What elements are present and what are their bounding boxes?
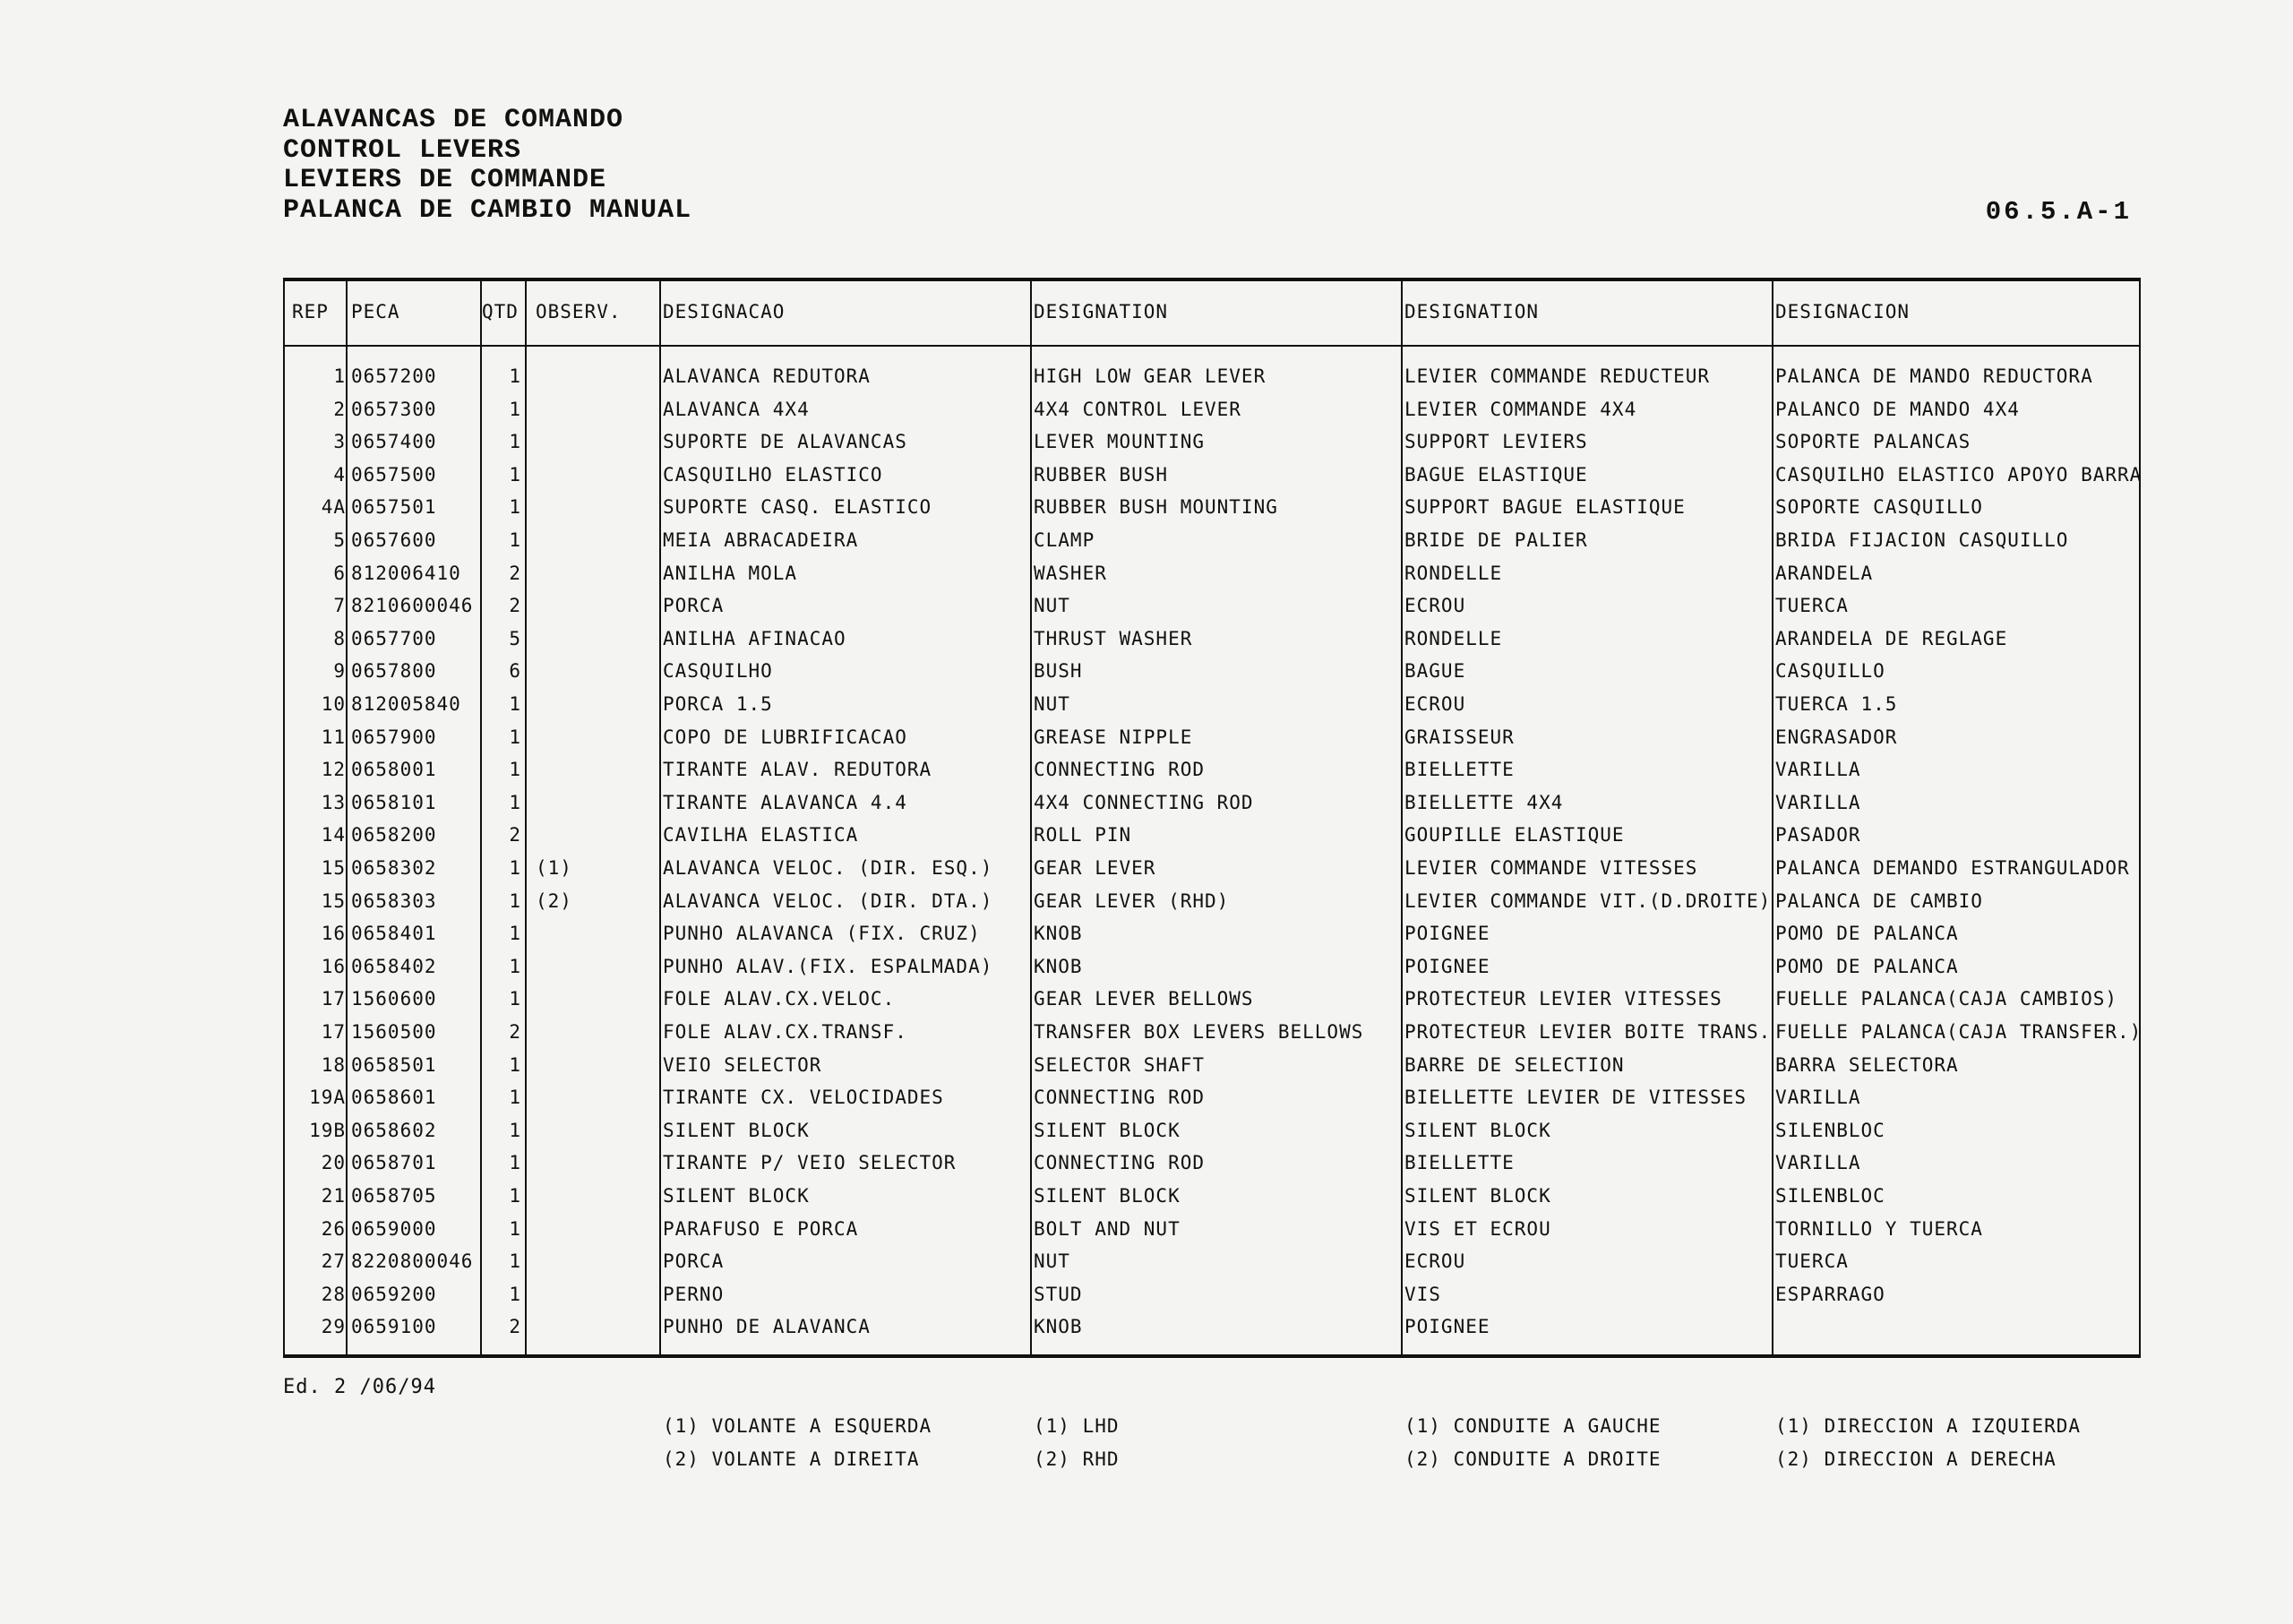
cell-designation-en: RUBBER BUSH <box>1034 463 1169 485</box>
cell-qtd: 1 <box>509 759 521 781</box>
cell-peca: 8220800046 <box>351 1250 474 1273</box>
cell-rep: 11 <box>321 726 346 748</box>
cell-designacion: VARILLA <box>1775 1152 1861 1174</box>
cell-qtd: 1 <box>509 1087 521 1109</box>
cell-designacion: PASADOR <box>1775 824 1861 846</box>
cell-qtd: 1 <box>509 988 521 1010</box>
cell-qtd: 1 <box>509 1152 521 1174</box>
header-peca: PECA <box>351 301 400 322</box>
table-row <box>285 721 2139 754</box>
cell-designacao: SILENT BLOCK <box>663 1185 810 1207</box>
cell-peca: 0658001 <box>351 759 437 781</box>
cell-designacao: PORCA 1.5 <box>663 693 773 715</box>
cell-designacao: PUNHO DE ALAVANCA <box>663 1316 871 1338</box>
cell-designation-en: 4X4 CONTROL LEVER <box>1034 398 1241 420</box>
cell-designacion: SOPORTE PALANCAS <box>1775 431 1971 453</box>
cell-qtd: 1 <box>509 496 521 519</box>
footnote: (2) VOLANTE A DIREITA <box>663 1448 920 1470</box>
cell-peca: 0657501 <box>351 496 437 519</box>
cell-qtd: 1 <box>509 1185 521 1207</box>
cell-peca: 0657300 <box>351 398 437 420</box>
cell-designation-fr: RONDELLE <box>1404 562 1503 584</box>
cell-peca: 8210600046 <box>351 595 474 617</box>
cell-designation-en: WASHER <box>1034 562 1107 584</box>
cell-designacion: CASQUILLO <box>1775 660 1885 683</box>
cell-qtd: 1 <box>509 693 521 715</box>
cell-designacion: TUERCA 1.5 <box>1775 693 1898 715</box>
table-row <box>285 623 2139 656</box>
cell-peca: 0658705 <box>351 1185 437 1207</box>
cell-designacion: BRIDA FIJACION CASQUILLO <box>1775 529 2069 551</box>
cell-rep: 14 <box>321 824 346 846</box>
footnote: (1) LHD <box>1034 1415 1120 1437</box>
cell-designation-en: SELECTOR SHAFT <box>1034 1053 1206 1076</box>
cell-rep: 9 <box>333 660 346 683</box>
cell-peca: 0658602 <box>351 1119 437 1141</box>
table-row <box>285 425 2139 459</box>
cell-qtd: 1 <box>509 398 521 420</box>
cell-designacao: MEIA ABRACADEIRA <box>663 529 859 551</box>
cell-designacao: PUNHO ALAVANCA (FIX. CRUZ) <box>663 923 981 945</box>
cell-rep: 16 <box>321 923 346 945</box>
cell-designation-fr: BAGUE ELASTIQUE <box>1404 463 1588 485</box>
table-row <box>285 524 2139 557</box>
cell-designation-fr: BRIDE DE PALIER <box>1404 529 1588 551</box>
cell-qtd: 1 <box>509 955 521 977</box>
cell-peca: 0658701 <box>351 1152 437 1174</box>
cell-qtd: 2 <box>509 562 521 584</box>
page-reference: 06.5.A-1 <box>1985 197 2132 227</box>
cell-designacion: PALANCO DE MANDO 4X4 <box>1775 398 2020 420</box>
cell-peca: 0657900 <box>351 726 437 748</box>
cell-rep: 4 <box>333 463 346 485</box>
cell-rep: 6 <box>333 562 346 584</box>
cell-qtd: 1 <box>509 431 521 453</box>
cell-qtd: 2 <box>509 1316 521 1338</box>
cell-designacion: ESPARRAGO <box>1775 1283 1885 1305</box>
cell-designation-fr: BIELLETTE LEVIER DE VITESSES <box>1404 1087 1748 1109</box>
cell-qtd: 1 <box>509 889 521 912</box>
cell-designation-en: CONNECTING ROD <box>1034 759 1206 781</box>
cell-designacion: PALANCA DEMANDO ESTRANGULADOR <box>1775 857 2130 879</box>
cell-designacion: SOPORTE CASQUILLO <box>1775 496 1983 519</box>
table-row <box>285 950 2139 984</box>
edition-date: Ed. 2 /06/94 <box>283 1376 436 1398</box>
cell-rep: 28 <box>321 1283 346 1305</box>
cell-designation-fr: LEVIER COMMANDE VIT.(D.DROITE) <box>1404 889 1772 912</box>
footnotes-en <box>1034 1410 1120 1476</box>
cell-rep: 26 <box>321 1217 346 1240</box>
cell-designacao: ALAVANCA VELOC. (DIR. ESQ.) <box>663 857 993 879</box>
cell-designation-en: NUT <box>1034 595 1070 617</box>
cell-qtd: 2 <box>509 595 521 617</box>
cell-designacao: ALAVANCA REDUTORA <box>663 365 871 387</box>
table-row <box>285 655 2139 688</box>
title-es: PALANCA DE CAMBIO MANUAL <box>283 194 692 226</box>
cell-designacao: TIRANTE P/ VEIO SELECTOR <box>663 1152 957 1174</box>
cell-designacion: POMO DE PALANCA <box>1775 923 1959 945</box>
header-rep: REP <box>292 301 329 322</box>
cell-rep: 13 <box>321 791 346 813</box>
cell-rep: 12 <box>321 759 346 781</box>
cell-designation-fr: POIGNEE <box>1404 923 1490 945</box>
cell-designation-en: NUT <box>1034 693 1070 715</box>
footnote: (2) DIRECCION A DERECHA <box>1775 1448 2057 1470</box>
cell-designation-en: GEAR LEVER <box>1034 857 1156 879</box>
cell-designacao: ALAVANCA VELOC. (DIR. DTA.) <box>663 889 993 912</box>
cell-rep: 29 <box>321 1316 346 1338</box>
cell-designation-fr: VIS ET ECROU <box>1404 1217 1551 1240</box>
cell-rep: 19B <box>309 1119 346 1141</box>
cell-designacion: ENGRASADOR <box>1775 726 1898 748</box>
cell-designation-fr: BIELLETTE <box>1404 759 1515 781</box>
cell-rep: 4A <box>321 496 346 519</box>
cell-designacion: CASQUILHO ELASTICO APOYO BARRA <box>1775 463 2143 485</box>
title-pt: ALAVANCAS DE COMANDO <box>283 105 624 135</box>
cell-designacion: FUELLE PALANCA(CAJA CAMBIOS) <box>1775 988 2118 1010</box>
cell-designacao: CASQUILHO <box>663 660 773 683</box>
cell-rep: 7 <box>333 595 346 617</box>
cell-designation-fr: SUPPORT BAGUE ELASTIQUE <box>1404 496 1686 519</box>
cell-designation-en: KNOB <box>1034 923 1083 945</box>
table-row <box>285 753 2139 786</box>
header-designacao: DESIGNACAO <box>663 301 786 322</box>
cell-peca: 0658401 <box>351 923 437 945</box>
cell-designation-fr: VIS <box>1404 1283 1441 1305</box>
cell-designation-fr: SILENT BLOCK <box>1404 1185 1551 1207</box>
cell-rep: 19A <box>309 1087 346 1109</box>
cell-designation-en: CONNECTING ROD <box>1034 1087 1206 1109</box>
table-row <box>285 786 2139 820</box>
cell-designation-en: THRUST WASHER <box>1034 627 1193 649</box>
cell-peca: 0658101 <box>351 791 437 813</box>
cell-designacion: TUERCA <box>1775 1250 1849 1273</box>
cell-qtd: 1 <box>509 857 521 879</box>
cell-designacion: PALANCA DE CAMBIO <box>1775 889 1983 912</box>
table-row <box>285 917 2139 950</box>
table-row <box>285 589 2139 623</box>
cell-designation-en: SILENT BLOCK <box>1034 1119 1181 1141</box>
cell-designation-en: GEAR LEVER (RHD) <box>1034 889 1230 912</box>
footnote: (1) VOLANTE A ESQUERDA <box>663 1415 932 1437</box>
cell-peca: 0658303 <box>351 889 437 912</box>
cell-designacion: VARILLA <box>1775 759 1861 781</box>
cell-rep: 17 <box>321 988 346 1010</box>
cell-rep: 17 <box>321 1021 346 1043</box>
footnote: (2) CONDUITE A DROITE <box>1404 1448 1662 1470</box>
cell-designacion: VARILLA <box>1775 1087 1861 1109</box>
cell-designation-fr: BIELLETTE 4X4 <box>1404 791 1564 813</box>
cell-qtd: 1 <box>509 529 521 551</box>
cell-qtd: 1 <box>509 1119 521 1141</box>
cell-designacao: ANILHA MOLA <box>663 562 798 584</box>
cell-designation-en: 4X4 CONNECTING ROD <box>1034 791 1254 813</box>
cell-designation-fr: GRAISSEUR <box>1404 726 1515 748</box>
cell-peca: 0657400 <box>351 431 437 453</box>
cell-rep: 1 <box>333 365 346 387</box>
cell-rep: 15 <box>321 889 346 912</box>
cell-qtd: 1 <box>509 1283 521 1305</box>
cell-designacao: SUPORTE CASQ. ELASTICO <box>663 496 932 519</box>
cell-designation-en: GREASE NIPPLE <box>1034 726 1193 748</box>
header-designation-fr: DESIGNATION <box>1404 301 1540 322</box>
table-row <box>285 1278 2139 1311</box>
cell-designation-fr: LEVIER COMMANDE VITESSES <box>1404 857 1698 879</box>
cell-designation-en: BUSH <box>1034 660 1083 683</box>
cell-designation-fr: PROTECTEUR LEVIER VITESSES <box>1404 988 1722 1010</box>
cell-rep: 20 <box>321 1152 346 1174</box>
cell-peca: 0657700 <box>351 627 437 649</box>
cell-designacao: PARAFUSO E PORCA <box>663 1217 859 1240</box>
cell-peca: 0658601 <box>351 1087 437 1109</box>
cell-observ: (1) <box>536 857 572 879</box>
footnotes-pt <box>663 1410 932 1476</box>
cell-designation-fr: GOUPILLE ELASTIQUE <box>1404 824 1625 846</box>
table-row <box>285 1180 2139 1213</box>
cell-designation-en: HIGH LOW GEAR LEVER <box>1034 365 1267 387</box>
table-row <box>285 1114 2139 1147</box>
cell-designation-fr: POIGNEE <box>1404 955 1490 977</box>
cell-rep: 5 <box>333 529 346 551</box>
footnote: (2) RHD <box>1034 1448 1120 1470</box>
footnotes-fr <box>1404 1410 1662 1476</box>
cell-designation-en: CLAMP <box>1034 529 1095 551</box>
cell-designation-en: LEVER MOUNTING <box>1034 431 1206 453</box>
cell-designation-en: ROLL PIN <box>1034 824 1132 846</box>
cell-peca: 0658302 <box>351 857 437 879</box>
cell-peca: 812005840 <box>351 693 461 715</box>
cell-designacao: TIRANTE ALAVANCA 4.4 <box>663 791 907 813</box>
cell-rep: 8 <box>333 627 346 649</box>
cell-designacao: SILENT BLOCK <box>663 1119 810 1141</box>
cell-designation-en: KNOB <box>1034 955 1083 977</box>
cell-designation-fr: SUPPORT LEVIERS <box>1404 431 1588 453</box>
cell-designacao: PORCA <box>663 1250 725 1273</box>
cell-designacao: PERNO <box>663 1283 725 1305</box>
cell-designation-fr: PROTECTEUR LEVIER BOITE TRANS. <box>1404 1021 1772 1043</box>
cell-designation-fr: POIGNEE <box>1404 1316 1490 1338</box>
table-row <box>285 1245 2139 1278</box>
cell-designacao: FOLE ALAV.CX.VELOC. <box>663 988 896 1010</box>
cell-qtd: 1 <box>509 1053 521 1076</box>
cell-designation-fr: RONDELLE <box>1404 627 1503 649</box>
table-row <box>285 491 2139 524</box>
table-row <box>285 360 2139 393</box>
cell-peca: 0659000 <box>351 1217 437 1240</box>
cell-designacion: SILENBLOC <box>1775 1185 1885 1207</box>
cell-designacion: TUERCA <box>1775 595 1849 617</box>
cell-designation-en: TRANSFER BOX LEVERS BELLOWS <box>1034 1021 1364 1043</box>
table-row <box>285 1049 2139 1082</box>
cell-designacao: SUPORTE DE ALAVANCAS <box>663 431 907 453</box>
cell-designacion: ARANDELA <box>1775 562 1874 584</box>
table-row <box>285 852 2139 885</box>
table-row <box>285 983 2139 1016</box>
cell-qtd: 1 <box>509 463 521 485</box>
cell-designacao: COPO DE LUBRIFICACAO <box>663 726 907 748</box>
cell-designacion: ARANDELA DE REGLAGE <box>1775 627 2008 649</box>
cell-qtd: 1 <box>509 791 521 813</box>
title-en: CONTROL LEVERS <box>283 134 522 166</box>
cell-designation-en: NUT <box>1034 1250 1070 1273</box>
cell-designacion: VARILLA <box>1775 791 1861 813</box>
table-row <box>285 1081 2139 1114</box>
table-row <box>285 688 2139 721</box>
cell-qtd: 1 <box>509 923 521 945</box>
cell-peca: 0659200 <box>351 1283 437 1305</box>
cell-peca: 1560600 <box>351 988 437 1010</box>
cell-designation-fr: BARRE DE SELECTION <box>1404 1053 1625 1076</box>
cell-designacion: PALANCA DE MANDO REDUCTORA <box>1775 365 2093 387</box>
cell-designation-en: CONNECTING ROD <box>1034 1152 1206 1174</box>
header-designation-en: DESIGNATION <box>1034 301 1169 322</box>
footnote: (1) CONDUITE A GAUCHE <box>1404 1415 1662 1437</box>
cell-designacion: SILENBLOC <box>1775 1119 1885 1141</box>
table-row <box>285 885 2139 918</box>
cell-qtd: 1 <box>509 365 521 387</box>
cell-qtd: 1 <box>509 1217 521 1240</box>
cell-designation-en: BOLT AND NUT <box>1034 1217 1181 1240</box>
cell-designacao: ANILHA AFINACAO <box>663 627 846 649</box>
footnote: (1) DIRECCION A IZQUIERDA <box>1775 1415 2082 1437</box>
table-row <box>285 819 2139 852</box>
cell-designacao: ALAVANCA 4X4 <box>663 398 810 420</box>
cell-designation-fr: ECROU <box>1404 1250 1466 1273</box>
cell-rep: 18 <box>321 1053 346 1076</box>
parts-table <box>283 278 2141 1358</box>
cell-qtd: 6 <box>509 660 521 683</box>
cell-rep: 15 <box>321 857 346 879</box>
cell-designacao: CAVILHA ELASTICA <box>663 824 859 846</box>
cell-designation-en: GEAR LEVER BELLOWS <box>1034 988 1254 1010</box>
header-separator <box>285 345 2139 347</box>
cell-designacion: FUELLE PALANCA(CAJA TRANSFER.) <box>1775 1021 2143 1043</box>
table-row <box>285 557 2139 590</box>
document-titles <box>283 106 691 226</box>
cell-qtd: 5 <box>509 627 521 649</box>
cell-rep: 27 <box>321 1250 346 1273</box>
cell-designation-fr: SILENT BLOCK <box>1404 1119 1551 1141</box>
cell-rep: 2 <box>333 398 346 420</box>
cell-peca: 0657600 <box>351 529 437 551</box>
table-row <box>285 393 2139 426</box>
cell-designacion: TORNILLO Y TUERCA <box>1775 1217 1983 1240</box>
cell-peca: 1560500 <box>351 1021 437 1043</box>
cell-designation-fr: ECROU <box>1404 693 1466 715</box>
table-row <box>285 459 2143 492</box>
table-row <box>285 1147 2139 1180</box>
cell-peca: 0657500 <box>351 463 437 485</box>
cell-peca: 812006410 <box>351 562 461 584</box>
cell-rep: 16 <box>321 955 346 977</box>
header-designacion: DESIGNACION <box>1775 301 1911 322</box>
cell-designation-en: KNOB <box>1034 1316 1083 1338</box>
cell-peca: 0658200 <box>351 824 437 846</box>
title-fr: LEVIERS DE COMMANDE <box>283 165 607 195</box>
cell-peca: 0658402 <box>351 955 437 977</box>
table-header <box>285 301 2139 328</box>
cell-designation-en: RUBBER BUSH MOUNTING <box>1034 496 1278 519</box>
table-row <box>285 1016 2143 1049</box>
header-observ: OBSERV. <box>536 301 622 322</box>
cell-designation-fr: LEVIER COMMANDE 4X4 <box>1404 398 1637 420</box>
table-row <box>285 1310 2139 1344</box>
cell-rep: 10 <box>321 693 346 715</box>
cell-qtd: 2 <box>509 1021 521 1043</box>
cell-designation-fr: BIELLETTE <box>1404 1152 1515 1174</box>
cell-designacao: TIRANTE CX. VELOCIDADES <box>663 1087 944 1109</box>
cell-designacion: POMO DE PALANCA <box>1775 955 1959 977</box>
cell-qtd: 1 <box>509 726 521 748</box>
footnotes-es <box>1775 1410 2081 1476</box>
table-row <box>285 1213 2139 1246</box>
cell-qtd: 1 <box>509 1250 521 1273</box>
cell-designacao: CASQUILHO ELASTICO <box>663 463 883 485</box>
cell-designation-fr: LEVIER COMMANDE REDUCTEUR <box>1404 365 1711 387</box>
cell-designacion: BARRA SELECTORA <box>1775 1053 1959 1076</box>
cell-peca: 0658501 <box>351 1053 437 1076</box>
cell-designation-en: SILENT BLOCK <box>1034 1185 1181 1207</box>
cell-qtd: 2 <box>509 824 521 846</box>
header-qtd: QTD <box>482 301 519 322</box>
cell-designation-fr: BAGUE <box>1404 660 1466 683</box>
cell-designacao: PORCA <box>663 595 725 617</box>
cell-peca: 0657800 <box>351 660 437 683</box>
cell-rep: 21 <box>321 1185 346 1207</box>
cell-designation-fr: ECROU <box>1404 595 1466 617</box>
cell-designacao: TIRANTE ALAV. REDUTORA <box>663 759 932 781</box>
cell-peca: 0659100 <box>351 1316 437 1338</box>
cell-designacao: VEIO SELECTOR <box>663 1053 822 1076</box>
cell-rep: 3 <box>333 431 346 453</box>
cell-observ: (2) <box>536 889 572 912</box>
cell-designacao: PUNHO ALAV.(FIX. ESPALMADA) <box>663 955 993 977</box>
cell-designation-en: STUD <box>1034 1283 1083 1305</box>
cell-designacao: FOLE ALAV.CX.TRANSF. <box>663 1021 907 1043</box>
cell-peca: 0657200 <box>351 365 437 387</box>
